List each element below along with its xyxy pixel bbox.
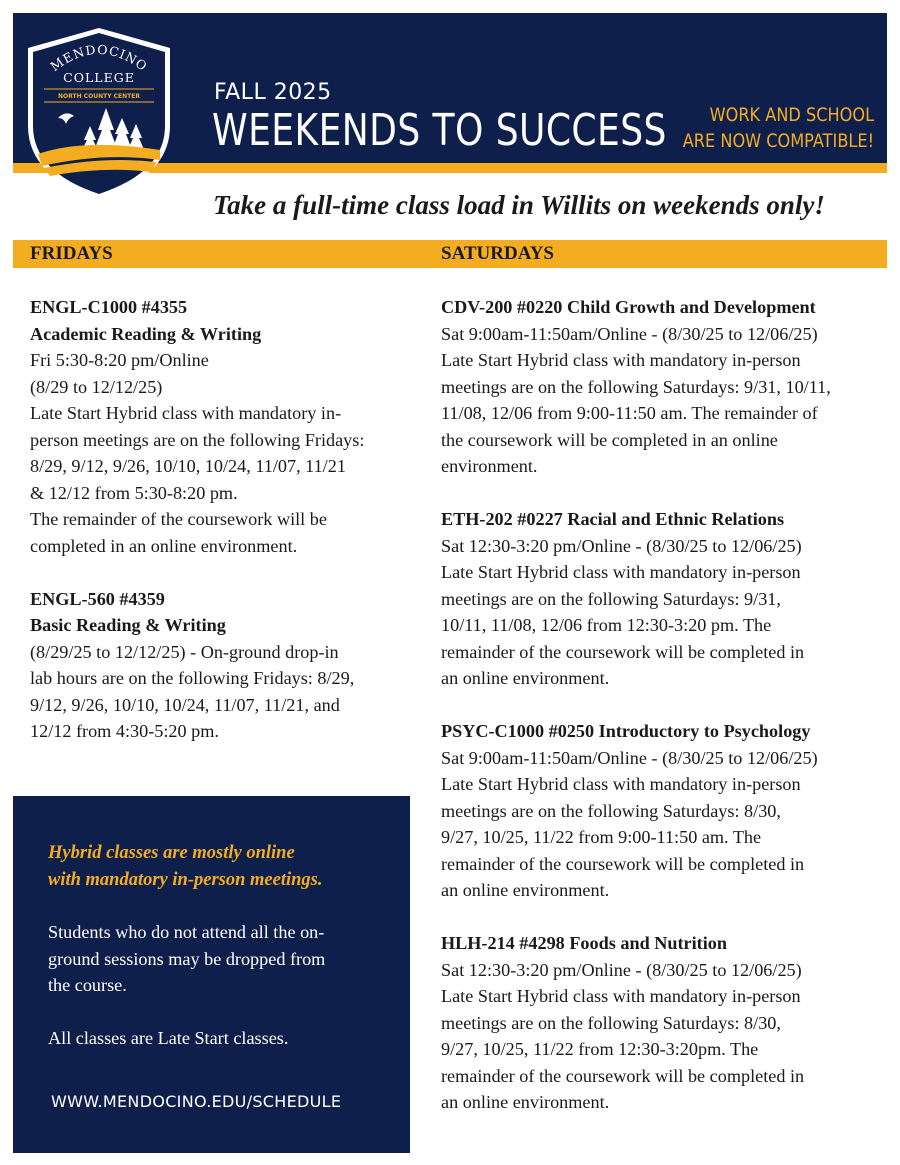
course-detail-line: 8/29, 9/12, 9/26, 10/10, 10/24, 11/07, 11/21 <box>30 456 346 476</box>
course-detail-line: the coursework will be completed in an online <box>441 429 778 450</box>
course-detail-line: Late Start Hybrid class with mandatory in-person <box>441 774 801 794</box>
course-detail-line: 9/27, 10/25, 11/22 from 12:30-3:20pm. The <box>441 1039 759 1059</box>
course-detail-line: meetings are on the following Saturdays: 8/30, <box>441 800 781 821</box>
course-detail-line: 12/12 from 4:30-5:20 pm. <box>30 721 219 741</box>
tagline-line-1: WORK AND SCHOOL <box>709 104 874 126</box>
tagline-line-2: ARE NOW COMPATIBLE! <box>682 130 874 152</box>
drop-warning-line-1: Students who do not attend all the on- <box>48 922 325 942</box>
course-detail-line: remainder of the coursework will be completed in <box>441 641 805 662</box>
fridays-course-list <box>30 294 410 771</box>
course-detail-line: an online environment. <box>441 1092 610 1112</box>
saturdays-heading: SATURDAYS <box>441 243 554 264</box>
course-detail-line: 9/27, 10/25, 11/22 from 9:00-11:50 am. The <box>441 827 762 847</box>
logo-college-name: MENDOCINO <box>47 41 151 75</box>
college-logo-shield <box>24 26 174 202</box>
drop-warning-line-2: ground sessions may be dropped from <box>48 948 326 969</box>
course-detail-line: Sat 9:00am-11:50am/Online - (8/30/25 to 12/06/25) <box>441 323 818 344</box>
course-title: CDV-200 #0220 Child Growth and Development <box>441 297 816 317</box>
fridays-heading: FRIDAYS <box>30 243 113 264</box>
course-title: Basic Reading & Writing <box>30 615 226 635</box>
course-detail-line: an online environment. <box>441 668 610 688</box>
logo-campus-name: NORTH COUNTY CENTER <box>58 93 140 100</box>
course-detail-line: (8/29/25 to 12/12/25) - On-ground drop-in <box>30 641 339 662</box>
course-detail-line: 10/11, 11/08, 12/06 from 12:30-3:20 pm. The <box>441 615 772 635</box>
course-detail-line: lab hours are on the following Fridays: 8/29, <box>30 668 355 688</box>
term-label: FALL 2025 <box>214 80 332 105</box>
course-detail-line: Sat 12:30-3:20 pm/Online - (8/30/25 to 12/06/25) <box>441 959 802 980</box>
course-detail-line: Late Start Hybrid class with mandatory in- <box>30 403 342 423</box>
subtitle: Take a full-time class load in Willits on weekends only! <box>213 190 825 220</box>
course-detail-line: meetings are on the following Saturdays: 9/31, 10/11, <box>441 376 831 397</box>
course-detail-line: Sat 12:30-3:20 pm/Online - (8/30/25 to 12/06/25) <box>441 535 802 556</box>
late-start-note: All classes are Late Start classes. <box>48 1028 289 1048</box>
course-detail-line: remainder of the coursework will be completed in <box>441 853 805 874</box>
info-box <box>13 796 410 1153</box>
course-detail-line: 11/08, 12/06 from 9:00-11:50 am. The remainder of <box>441 403 818 423</box>
course-detail-line: completed in an online environment. <box>30 535 298 556</box>
saturdays-course-list <box>441 294 881 1142</box>
course-detail-line: Late Start Hybrid class with mandatory in-person <box>441 350 801 370</box>
course-title: ENGL-C1000 #4355 <box>30 297 188 317</box>
course-detail-line: environment. <box>441 456 538 476</box>
course-title: ETH-202 #0227 Racial and Ethnic Relations <box>441 509 785 529</box>
header-tagline <box>683 102 874 154</box>
logo-college-word: COLLEGE <box>63 70 135 85</box>
page-title: WEEKENDS TO SUCCESS <box>212 105 667 156</box>
course-detail-line: meetings are on the following Saturdays: 9/31, <box>441 588 781 609</box>
saturday-course-block <box>441 294 881 480</box>
course-detail-line: The remainder of the coursework will be <box>30 509 327 529</box>
hybrid-note-line-1: Hybrid classes are mostly online <box>48 843 295 863</box>
schedule-url[interactable]: WWW.MENDOCINO.EDU/SCHEDULE <box>51 1092 342 1111</box>
drop-warning <box>48 919 388 999</box>
course-title: PSYC-C1000 #0250 Introductory to Psychology <box>441 721 811 741</box>
course-detail-line: person meetings are on the following Fridays: <box>30 429 365 450</box>
drop-warning-line-3: the course. <box>48 975 127 995</box>
course-detail-line: meetings are on the following Saturdays: 8/30, <box>441 1012 781 1033</box>
course-detail-line: Fri 5:30-8:20 pm/Online <box>30 350 209 370</box>
course-detail-line: an online environment. <box>441 880 610 900</box>
course-title: Academic Reading & Writing <box>30 323 262 344</box>
course-title: ENGL-560 #4359 <box>30 588 165 609</box>
course-detail-line: Late Start Hybrid class with mandatory in-person <box>441 986 801 1006</box>
friday-course-block <box>30 586 410 745</box>
hybrid-note <box>48 840 398 893</box>
friday-course-block <box>30 294 410 559</box>
course-detail-line: Sat 9:00am-11:50am/Online - (8/30/25 to 12/06/25) <box>441 747 818 768</box>
saturday-course-block <box>441 930 881 1116</box>
hybrid-note-line-2: with mandatory in-person meetings. <box>48 869 323 890</box>
course-detail-line: 9/12, 9/26, 10/10, 10/24, 11/07, 11/21, and <box>30 694 340 715</box>
saturday-course-block <box>441 506 881 692</box>
course-detail-line: Late Start Hybrid class with mandatory in-person <box>441 562 801 582</box>
course-detail-line: & 12/12 from 5:30-8:20 pm. <box>30 482 238 503</box>
course-title: HLH-214 #4298 Foods and Nutrition <box>441 933 727 953</box>
course-detail-line: remainder of the coursework will be completed in <box>441 1065 805 1086</box>
saturday-course-block <box>441 718 881 904</box>
course-detail-line: (8/29 to 12/12/25) <box>30 376 163 397</box>
